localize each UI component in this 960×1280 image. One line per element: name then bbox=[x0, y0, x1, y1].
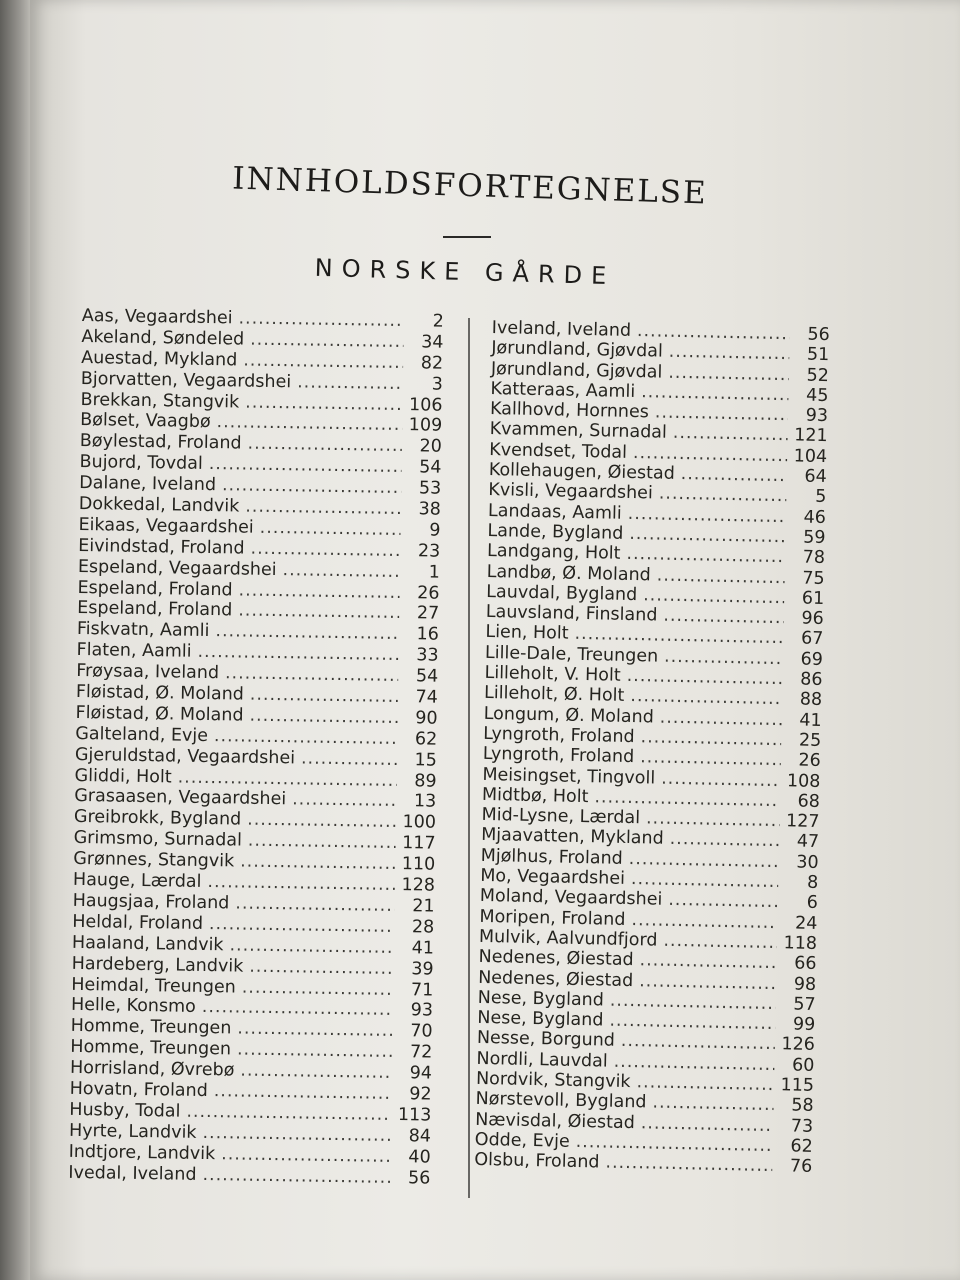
entry-page-number: 62 bbox=[414, 729, 438, 750]
entry-page-number: 86 bbox=[800, 669, 823, 691]
entry-page-number: 75 bbox=[802, 568, 825, 589]
entry-page-number: 93 bbox=[805, 405, 829, 427]
entry-name: Ivedal, Iveland bbox=[68, 1162, 197, 1185]
dot-leader bbox=[202, 1123, 391, 1147]
entry-page-number: 33 bbox=[416, 645, 439, 666]
entry-page-number: 88 bbox=[799, 689, 823, 711]
dot-leader bbox=[660, 707, 782, 730]
dot-leader bbox=[641, 1113, 774, 1136]
dot-leader bbox=[238, 601, 399, 624]
entry-page-number: 93 bbox=[410, 1000, 434, 1021]
dot-leader bbox=[250, 538, 400, 561]
dot-leader bbox=[668, 890, 778, 913]
dot-leader bbox=[214, 1081, 392, 1105]
entry-page-number: 78 bbox=[802, 547, 826, 569]
dot-leader bbox=[661, 768, 781, 791]
entry-name: Grasaasen, Vegaardshei bbox=[74, 786, 287, 810]
entry-name: Nordli, Lauvdal bbox=[476, 1048, 608, 1072]
dot-leader bbox=[664, 646, 783, 669]
entry-page-number: 126 bbox=[781, 1034, 816, 1056]
entry-page-number: 23 bbox=[417, 541, 441, 562]
entry-page-number: 68 bbox=[797, 791, 821, 812]
dot-leader bbox=[238, 308, 404, 331]
entry-page-number: 6 bbox=[806, 893, 819, 914]
entry-page-number: 26 bbox=[417, 582, 440, 604]
entry-name: Nese, Bygland bbox=[477, 987, 605, 1011]
entry-page-number: 61 bbox=[801, 588, 825, 609]
entry-page-number: 104 bbox=[793, 446, 828, 467]
entry-name: Heimdal, Treungen bbox=[71, 974, 236, 997]
dot-leader bbox=[301, 748, 397, 770]
entry-name: Midtbø, Holt bbox=[481, 784, 589, 807]
entry-name: Kvisli, Vegaardshei bbox=[488, 480, 654, 504]
entry-page-number: 27 bbox=[416, 603, 440, 625]
dot-leader bbox=[282, 560, 400, 583]
entry-name: Auestad, Mykland bbox=[81, 347, 238, 371]
entry-page-number: 96 bbox=[801, 608, 824, 630]
entry-page-number: 70 bbox=[410, 1021, 433, 1042]
entry-page-number: 67 bbox=[800, 628, 824, 650]
entry-name: Aas, Vegaardshei bbox=[81, 306, 233, 329]
entry-page-number: 73 bbox=[790, 1116, 814, 1137]
entry-name: Lien, Holt bbox=[485, 622, 569, 645]
dot-leader bbox=[240, 852, 395, 875]
entry-name: Lilleholt, V. Holt bbox=[484, 662, 621, 686]
entry-name: Landgang, Holt bbox=[486, 541, 621, 565]
entry-name: Grimsmo, Surnadal bbox=[73, 828, 243, 851]
entry-name: Galteland, Evje bbox=[75, 723, 209, 746]
entry-name: Jørundland, Gjøvdal bbox=[491, 338, 663, 362]
entry-name: Haugsjaa, Froland bbox=[72, 890, 230, 914]
entry-page-number: 16 bbox=[416, 624, 440, 646]
entry-name: Hyrte, Landvik bbox=[68, 1120, 197, 1143]
entry-name: Katteraas, Aamli bbox=[490, 378, 636, 402]
entry-name: Mid-Lysne, Lærdal bbox=[481, 805, 641, 829]
entry-name: Hardeberg, Landvik bbox=[71, 953, 244, 977]
dot-leader bbox=[297, 372, 403, 395]
dot-leader bbox=[216, 413, 402, 437]
entry-page-number: 59 bbox=[802, 527, 826, 548]
dot-leader bbox=[238, 580, 399, 603]
entry-page-number: 20 bbox=[419, 436, 442, 458]
entry-page-number: 34 bbox=[421, 332, 444, 353]
dot-leader bbox=[657, 565, 785, 588]
entry-page-number: 56 bbox=[807, 324, 830, 346]
entry-name: Iveland, Iveland bbox=[491, 318, 632, 341]
entry-name: Lande, Bygland bbox=[487, 520, 624, 544]
entry-name: Fløistad, Ø. Moland bbox=[75, 702, 244, 726]
entry-page-number: 108 bbox=[786, 770, 821, 792]
dot-leader bbox=[225, 663, 398, 687]
dot-leader bbox=[245, 392, 403, 415]
entry-name: Bjorvatten, Vegaardshei bbox=[80, 368, 292, 392]
entry-page-number: 56 bbox=[407, 1167, 431, 1189]
entry-name: Olsbu, Froland bbox=[474, 1149, 600, 1173]
entry-page-number: 64 bbox=[804, 466, 827, 488]
entry-page-number: 110 bbox=[401, 854, 436, 875]
entry-page-number: 25 bbox=[798, 730, 822, 751]
entry-name: Eivindstad, Froland bbox=[78, 535, 245, 559]
dot-leader bbox=[663, 931, 777, 954]
dot-leader bbox=[669, 342, 790, 365]
entry-page-number: 113 bbox=[397, 1104, 432, 1126]
entry-page-number: 2 bbox=[432, 311, 444, 332]
entry-page-number: 60 bbox=[791, 1055, 815, 1076]
entry-page-number: 30 bbox=[796, 852, 819, 873]
entry-page-number: 52 bbox=[806, 365, 830, 386]
entry-page-number: 21 bbox=[412, 896, 435, 917]
entry-name: Moland, Vegaardshei bbox=[479, 886, 663, 911]
entry-page-number: 72 bbox=[409, 1042, 433, 1063]
dot-leader bbox=[242, 977, 394, 1000]
entry-name: Homme, Treungen bbox=[70, 1016, 232, 1039]
entry-page-number: 53 bbox=[418, 478, 442, 499]
section-heading: NORSKE GÅRDE bbox=[314, 253, 616, 291]
dot-leader bbox=[209, 914, 395, 938]
dot-leader bbox=[673, 423, 788, 446]
entry-page-number: 99 bbox=[792, 1014, 816, 1036]
entry-page-number: 45 bbox=[805, 385, 829, 406]
entry-name: Indtjore, Landvik bbox=[68, 1141, 216, 1164]
entry-page-number: 90 bbox=[415, 708, 438, 729]
book-spine bbox=[0, 0, 34, 1280]
entry-page-number: 28 bbox=[411, 917, 435, 938]
dot-leader bbox=[249, 706, 397, 729]
entry-page-number: 89 bbox=[414, 770, 437, 792]
dot-leader bbox=[250, 330, 404, 353]
entry-page-number: 38 bbox=[418, 499, 442, 520]
entry-page-number: 76 bbox=[789, 1156, 813, 1178]
dot-leader bbox=[681, 464, 787, 487]
entry-name: Espeland, Froland bbox=[77, 577, 233, 600]
entry-name: Bøylestad, Froland bbox=[79, 431, 242, 454]
entry-page-number: 39 bbox=[411, 958, 434, 980]
entry-name: Gjeruldstad, Vegaardshei bbox=[74, 744, 296, 769]
entry-name: Dalane, Iveland bbox=[79, 473, 217, 496]
entry-name: Mjølhus, Froland bbox=[480, 845, 623, 869]
dot-leader bbox=[215, 621, 399, 645]
entry-name: Grønnes, Stangvik bbox=[73, 849, 235, 872]
dot-leader bbox=[248, 831, 396, 854]
entry-name: Lille-Dale, Treungen bbox=[484, 642, 659, 667]
entry-name: Mjaavatten, Mykland bbox=[480, 825, 664, 850]
entry-page-number: 109 bbox=[408, 415, 443, 437]
entry-page-number: 15 bbox=[414, 749, 438, 771]
entry-name: Fløistad, Ø. Moland bbox=[75, 681, 245, 705]
entry-page-number: 98 bbox=[793, 973, 817, 995]
entry-name: Frøysaa, Iveland bbox=[76, 661, 220, 684]
entry-name: Lyngroth, Froland bbox=[482, 744, 635, 768]
entry-page-number: 117 bbox=[402, 833, 436, 854]
entry-name: Helle, Konsmo bbox=[70, 995, 196, 1018]
entry-page-number: 66 bbox=[794, 953, 817, 975]
entry-name: Lyngroth, Froland bbox=[483, 723, 635, 748]
entry-name: Bølset, Vaagbø bbox=[80, 410, 211, 433]
dot-leader bbox=[202, 1165, 390, 1189]
entry-name: Nesse, Borgund bbox=[476, 1028, 616, 1052]
entry-name: Landbø, Ø. Moland bbox=[486, 561, 651, 585]
entry-page-number: 94 bbox=[409, 1063, 433, 1084]
dot-leader bbox=[639, 971, 776, 994]
entry-name: Jørundland, Gjøvdal bbox=[490, 358, 663, 383]
dot-leader bbox=[209, 454, 402, 478]
entry-page-number: 69 bbox=[800, 649, 824, 670]
entry-name: Mo, Vegaardshei bbox=[480, 865, 626, 889]
entry-name: Nese, Bygland bbox=[477, 1007, 604, 1031]
entry-page-number: 100 bbox=[402, 812, 437, 833]
entry-page-number: 24 bbox=[794, 913, 818, 934]
entry-name: Kallhovd, Hornnes bbox=[489, 399, 650, 423]
entry-page-number: 46 bbox=[803, 507, 827, 528]
dot-leader bbox=[260, 518, 401, 541]
entry-name: Kollehaugen, Øiestad bbox=[488, 460, 675, 484]
entry-page-number: 9 bbox=[429, 520, 441, 541]
entry-page-number: 26 bbox=[798, 750, 821, 772]
dot-leader bbox=[221, 1144, 391, 1168]
entry-page-number: 71 bbox=[410, 979, 434, 1001]
entry-name: Odde, Evje bbox=[474, 1129, 570, 1152]
entry-page-number: 8 bbox=[806, 872, 819, 893]
entry-page-number: 106 bbox=[408, 394, 443, 416]
entry-page-number: 54 bbox=[419, 457, 442, 478]
dot-leader bbox=[639, 950, 776, 973]
entry-page-number: 84 bbox=[408, 1125, 432, 1147]
page-title: INNHOLDSFORTEGNELSE bbox=[231, 160, 709, 212]
entry-page-number: 47 bbox=[796, 831, 820, 853]
dot-leader bbox=[636, 1072, 774, 1095]
dot-leader bbox=[202, 997, 393, 1021]
entry-page-number: 1 bbox=[428, 562, 441, 583]
entry-name: Nørstevoll, Bygland bbox=[475, 1089, 647, 1113]
dot-leader bbox=[243, 350, 403, 373]
entry-name: Nedenes, Øiestad bbox=[478, 947, 634, 971]
dot-leader bbox=[250, 685, 398, 708]
entry-name: Longum, Ø. Moland bbox=[483, 703, 654, 728]
column-divider bbox=[468, 318, 470, 1198]
entry-page-number: 115 bbox=[780, 1075, 815, 1096]
entry-name: Lilleholt, Ø. Holt bbox=[483, 683, 625, 707]
entry-page-number: 13 bbox=[413, 791, 437, 813]
entry-page-number: 127 bbox=[785, 811, 820, 833]
dot-leader bbox=[652, 1093, 773, 1116]
entry-name: Horrisland, Øvrebø bbox=[69, 1057, 235, 1081]
entry-name: Kvendset, Todal bbox=[489, 439, 628, 463]
index-column-right bbox=[474, 318, 830, 1177]
dot-leader bbox=[222, 475, 401, 499]
entry-name: Nordvik, Stangvik bbox=[475, 1068, 631, 1093]
dot-leader bbox=[247, 810, 396, 833]
entry-name: Brekkan, Stangvik bbox=[80, 389, 240, 413]
entry-name: Husby, Todal bbox=[69, 1099, 181, 1122]
dot-leader bbox=[214, 726, 398, 750]
entry-page-number: 51 bbox=[806, 344, 830, 366]
entry-name: Nævisdal, Øiestad bbox=[475, 1109, 636, 1133]
dot-leader bbox=[659, 484, 787, 507]
entry-name: Dokkedal, Landvik bbox=[78, 493, 240, 517]
entry-page-number: 62 bbox=[790, 1136, 813, 1157]
entry-page-number: 41 bbox=[799, 710, 822, 731]
entry-name: Gliddi, Holt bbox=[74, 765, 172, 788]
entry-page-number: 40 bbox=[408, 1146, 431, 1168]
entry-page-number: 41 bbox=[411, 937, 435, 959]
entry-page-number: 92 bbox=[409, 1084, 432, 1105]
entry-name: Lauvsland, Finsland bbox=[485, 602, 658, 626]
entry-name: Espeland, Froland bbox=[77, 598, 233, 621]
entry-name: Flaten, Aamli bbox=[76, 640, 192, 663]
entry-page-number: 128 bbox=[401, 875, 436, 896]
dot-leader bbox=[207, 872, 395, 896]
dot-leader bbox=[245, 497, 401, 520]
entry-name: Bujord, Tovdal bbox=[79, 452, 203, 475]
dot-leader bbox=[605, 1153, 772, 1177]
entry-name: Fiskvatn, Aamli bbox=[76, 619, 210, 642]
entry-name: Hovatn, Froland bbox=[69, 1078, 208, 1102]
dot-leader bbox=[655, 403, 789, 426]
entry-name: Kvammen, Surnadal bbox=[489, 419, 668, 444]
title-rule bbox=[443, 236, 491, 238]
dot-leader bbox=[663, 606, 784, 629]
entry-page-number: 74 bbox=[415, 687, 439, 708]
entry-name: Hauge, Lærdal bbox=[72, 869, 202, 892]
entry-page-number: 58 bbox=[791, 1095, 814, 1117]
index-column-left bbox=[68, 306, 444, 1189]
dot-leader bbox=[669, 829, 779, 852]
entry-page-number: 3 bbox=[431, 374, 443, 395]
entry-name: Mulvik, Aalvundfjord bbox=[478, 926, 658, 951]
entry-name: Heldal, Froland bbox=[72, 911, 204, 934]
entry-name: Akeland, Søndeled bbox=[81, 326, 245, 350]
entry-name: Eikaas, Vegaardshei bbox=[78, 514, 254, 538]
dot-leader bbox=[292, 790, 396, 813]
entry-name: Landaas, Aamli bbox=[487, 500, 622, 524]
entry-name: Nedenes, Øiestad bbox=[477, 967, 634, 991]
entry-page-number: 54 bbox=[415, 666, 439, 687]
entry-name: Lauvdal, Bygland bbox=[486, 581, 638, 605]
entry-name: Moripen, Froland bbox=[479, 906, 626, 930]
dot-leader bbox=[229, 935, 394, 958]
dot-leader bbox=[235, 893, 395, 916]
entry-name: Haaland, Landvik bbox=[71, 932, 224, 956]
dot-leader bbox=[237, 1019, 393, 1042]
dot-leader bbox=[249, 956, 394, 979]
entry-page-number: 5 bbox=[814, 487, 827, 508]
entry-name: Espeland, Vegaardshei bbox=[77, 556, 277, 580]
entry-name: Greibrokk, Bygland bbox=[73, 807, 242, 830]
dot-leader bbox=[240, 1061, 392, 1084]
entry-name: Homme, Treungen bbox=[70, 1037, 232, 1060]
dot-leader bbox=[646, 808, 780, 831]
entry-page-number: 118 bbox=[783, 933, 818, 954]
dot-leader bbox=[237, 1040, 393, 1063]
entry-page-number: 82 bbox=[420, 353, 444, 374]
dot-leader bbox=[247, 434, 402, 457]
entry-page-number: 121 bbox=[793, 425, 828, 447]
entry-page-number: 57 bbox=[793, 994, 816, 1015]
dot-leader bbox=[668, 362, 789, 385]
entry-name: Meisingset, Tingvoll bbox=[482, 764, 656, 789]
